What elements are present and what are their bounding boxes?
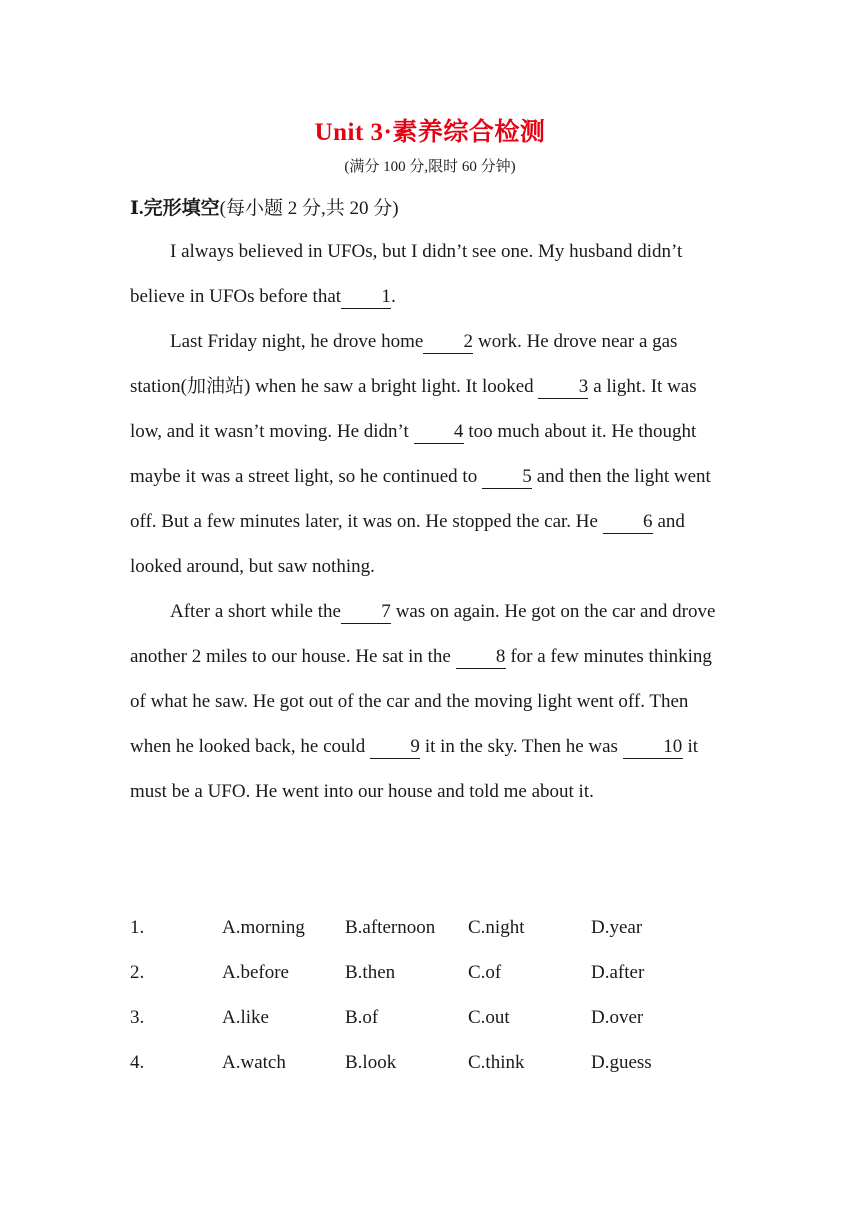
passage-text: too much about it. He thought maybe it was a street light, so he continued to — [130, 421, 697, 487]
passage-paragraph-1 — [130, 229, 730, 319]
options-row-2 — [130, 950, 750, 995]
option-a: A.like — [222, 1007, 269, 1028]
passage-text: After a short while the — [170, 601, 341, 622]
option-a: A.watch — [222, 1052, 286, 1073]
question-number: 2. — [130, 962, 145, 983]
blank-3: 3 — [538, 376, 588, 399]
passage-text: Last Friday night, he drove home — [170, 331, 424, 352]
option-d: D.year — [591, 917, 643, 938]
option-c: C.think — [468, 1052, 525, 1073]
option-d: D.after — [591, 962, 645, 983]
blank-1: 1 — [341, 286, 391, 309]
blank-8: 8 — [456, 646, 506, 669]
blank-9: 9 — [370, 736, 420, 759]
option-c: C.of — [468, 962, 502, 983]
passage-paragraph-3 — [130, 589, 730, 814]
option-a: A.morning — [222, 917, 305, 938]
passage-text: work. He drove near a gas station(加油站) when he saw a bright light. It looked — [130, 331, 678, 397]
options-row-3 — [130, 995, 750, 1040]
option-b: B.of — [345, 1007, 379, 1028]
passage-text: was on again. He got on the car and drove another 2 miles to our house. He sat in the — [130, 601, 716, 667]
passage-text: for a few minutes thinking of what he saw. He got out of the car and the moving light went off. Then when he looked back, he could — [130, 646, 712, 757]
passage-text: and looked around, but saw nothing. — [130, 511, 685, 577]
option-a: A.before — [222, 962, 289, 983]
passage-text: . — [391, 286, 396, 307]
options-row-1 — [130, 905, 750, 950]
blank-2: 2 — [423, 331, 473, 354]
passage-text: I always believed in UFOs, but I didn’t see one. My husband didn’t believe in UFOs before that — [130, 241, 683, 307]
section-heading — [130, 193, 399, 220]
passage-text: it in the sky. Then he was — [424, 736, 618, 757]
option-c: C.out — [468, 1007, 510, 1028]
cloze-passage — [130, 229, 730, 814]
blank-5: 5 — [482, 466, 532, 489]
option-c: C.night — [468, 917, 525, 938]
question-number: 1. — [130, 917, 145, 938]
option-b: B.look — [345, 1052, 397, 1073]
question-number: 3. — [130, 1007, 145, 1028]
blank-4: 4 — [414, 421, 464, 444]
passage-text: and then the light went off. But a few minutes later, it was on. He stopped the car. He — [130, 466, 711, 532]
options-table — [130, 905, 750, 1085]
blank-7: 7 — [341, 601, 391, 624]
question-number: 4. — [130, 1052, 145, 1073]
section-heading-title: Ⅰ.完形填空 — [130, 198, 220, 219]
option-b: B.then — [345, 962, 396, 983]
blank-6: 6 — [603, 511, 653, 534]
page-title: Unit 3·素养综合检测 — [314, 119, 546, 146]
option-d: D.guess — [591, 1052, 652, 1073]
option-b: B.afternoon — [345, 917, 436, 938]
option-d: D.over — [591, 1007, 644, 1028]
passage-paragraph-2 — [130, 319, 730, 589]
passage-text: it must be a UFO. He went into our house and told me about it. — [130, 736, 699, 802]
blank-10: 10 — [623, 736, 683, 759]
page-subtitle: (满分 100 分,限时 60 分钟) — [344, 159, 516, 175]
section-heading-note: (每小题 2 分,共 20 分) — [219, 198, 399, 219]
options-row-4 — [130, 1040, 750, 1085]
passage-text: a light. It was low, and it wasn’t moving. He didn’t — [130, 376, 697, 442]
